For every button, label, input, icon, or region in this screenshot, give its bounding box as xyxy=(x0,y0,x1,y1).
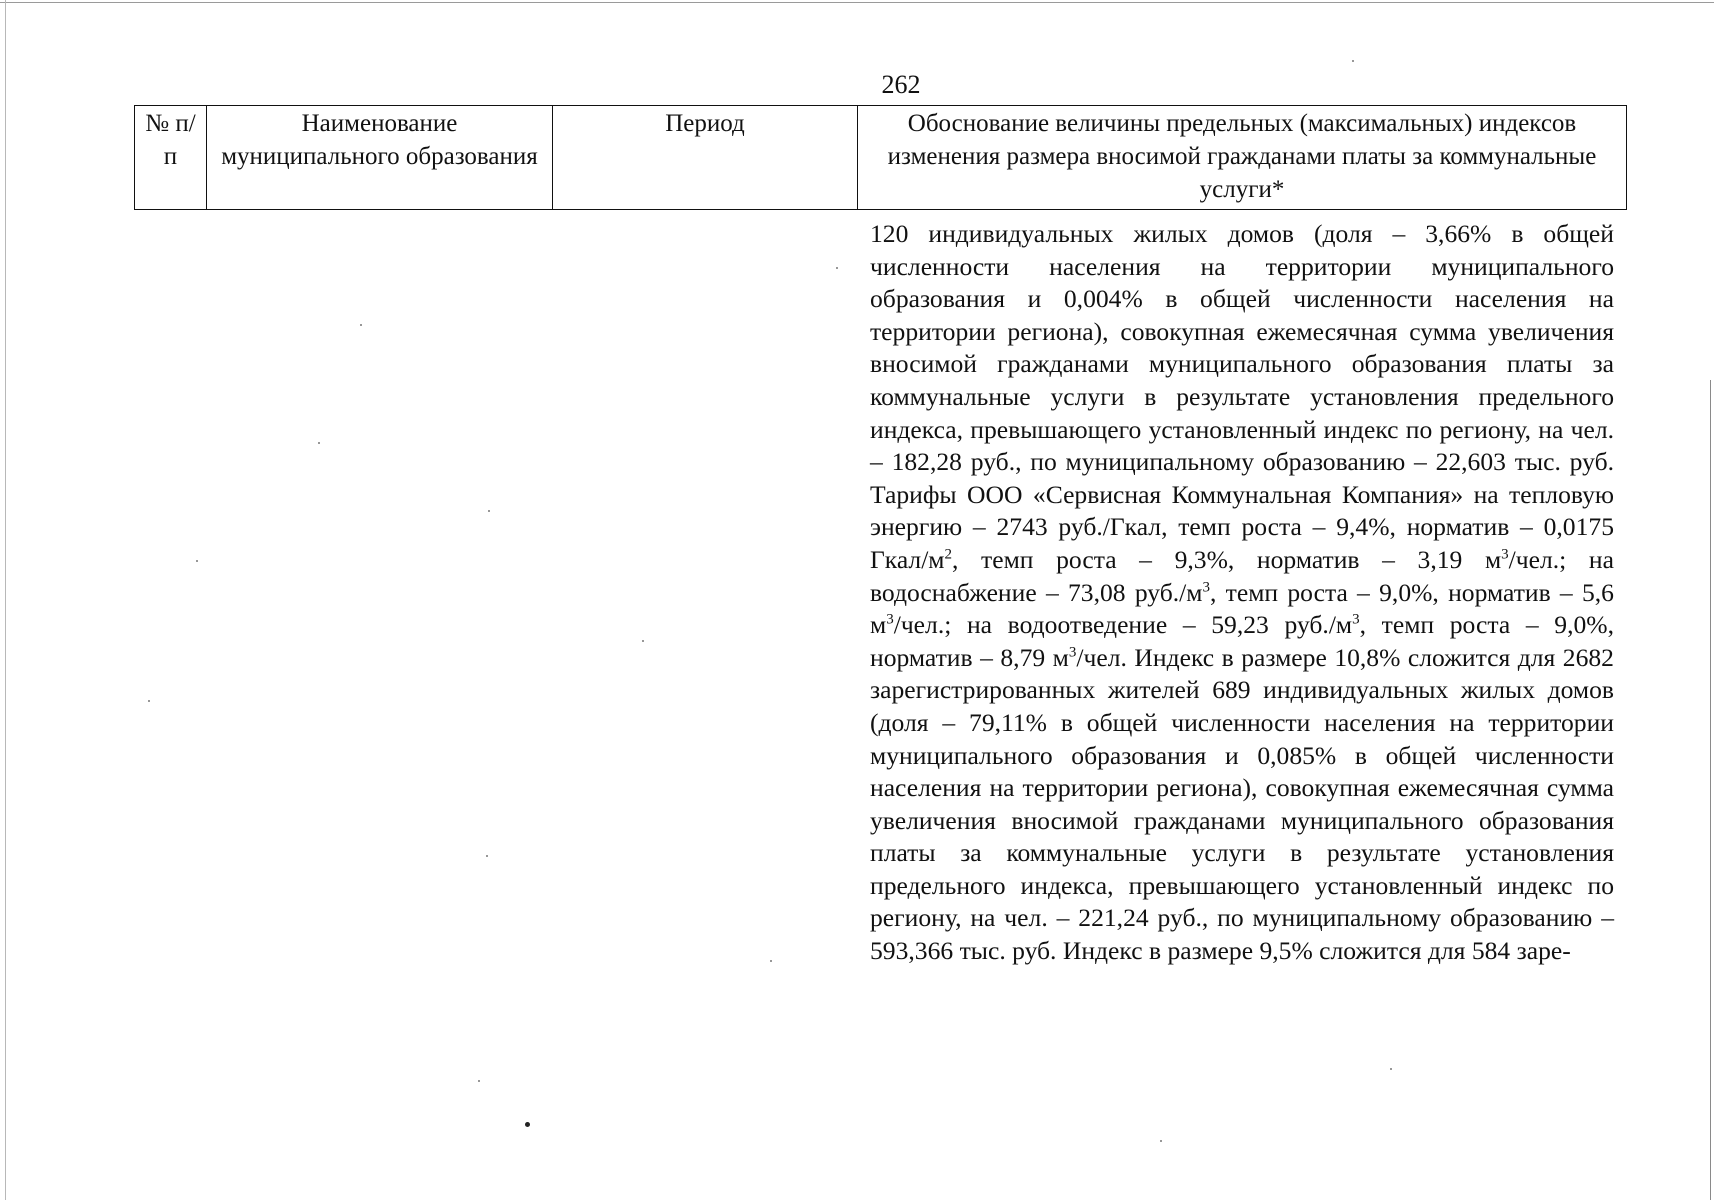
page-number: 262 xyxy=(881,70,921,99)
text-segment: /чел.; на водоснабжение – 73,08 руб./м xyxy=(870,544,1614,607)
header-cell-municipality: Наименование муниципального образования xyxy=(207,106,553,210)
text-segment: , темп роста – 9,3%, норматив – 3,19 м xyxy=(952,544,1502,574)
scan-speck xyxy=(770,960,772,962)
scan-edge-left xyxy=(5,0,6,1200)
text-segment: , темп роста – 9,0%, норматив – 5,6 м xyxy=(870,577,1614,640)
justification-text xyxy=(870,218,1614,968)
scan-edge-top xyxy=(0,2,1714,3)
scan-speck xyxy=(1390,1068,1392,1070)
text-segment: /чел.; на водоотведение – 59,23 руб./м xyxy=(893,610,1353,640)
superscript: 3 xyxy=(1068,644,1077,661)
table-header xyxy=(134,105,1627,210)
table-header-row xyxy=(135,106,1627,210)
superscript: 2 xyxy=(944,546,953,563)
scan-speck xyxy=(488,510,490,512)
text-segment: /чел. Индекс в размере 10,8% сложится для 2682 зарегистрированных жителей 689 индивидуальных жилых домов (доля – 79,11% в общей численности населения на территории муниципального образования и 0,085% в общей численности населения на территории региона), совокупная ежемесячная сумма увеличения вносимой гражданами муниципального образования платы за коммунальные услуги в результате установления предельного индекса, превышающего установленный индекс по региону, на чел. – 221,24 руб., по муниципальному образованию – 593,366 тыс. руб. Индекс в размере 9,5% сложится для 584 заре- xyxy=(870,642,1614,966)
text-segment: 120 индивидуальных жилых домов (доля – 3,66% в общей численности населения на территории муниципального образования и 0,004% в общей численности населения на территории региона), совокупная ежемесячная сумма увеличения вносимой гражданами муниципального образования платы за коммунальные услуги в результате установления предельного индекса, превышающего установленный индекс по региону, на чел. – 182,28 руб., по муниципальному образованию – 22,603 тыс. руб. Тарифы ООО «Сервисная Коммунальная Компания» на тепловую энергию – 2743 руб./Гкал, темп роста – 9,4%, норматив – 0,0175 Гкал/м xyxy=(870,219,1614,574)
scan-edge-right xyxy=(1710,380,1711,1200)
scan-speck xyxy=(196,560,198,562)
justification-paragraph xyxy=(870,218,1614,968)
superscript: 3 xyxy=(1352,611,1360,628)
scan-speck xyxy=(360,324,362,326)
scan-speck xyxy=(486,855,488,857)
scan-speck xyxy=(836,267,838,269)
header-cell-justification: Обоснование величины предельных (максимальных) индексов изменения размера вносимой гражданами платы за коммунальные услуги* xyxy=(858,106,1627,210)
scan-speck xyxy=(642,640,644,642)
scan-speck xyxy=(525,1122,530,1127)
superscript: 3 xyxy=(886,611,894,628)
superscript: 3 xyxy=(1501,546,1509,563)
header-cell-period: Период xyxy=(553,106,858,210)
scan-speck xyxy=(318,442,320,444)
scan-speck xyxy=(1160,1140,1162,1142)
header-cell-number: № п/п xyxy=(135,106,207,210)
scan-speck xyxy=(148,700,150,702)
scan-speck xyxy=(1352,60,1354,62)
text-segment: , темп роста – 9,0%, норматив – 8,79 м xyxy=(870,610,1614,672)
superscript: 3 xyxy=(1202,579,1210,595)
scan-speck xyxy=(478,1080,480,1082)
